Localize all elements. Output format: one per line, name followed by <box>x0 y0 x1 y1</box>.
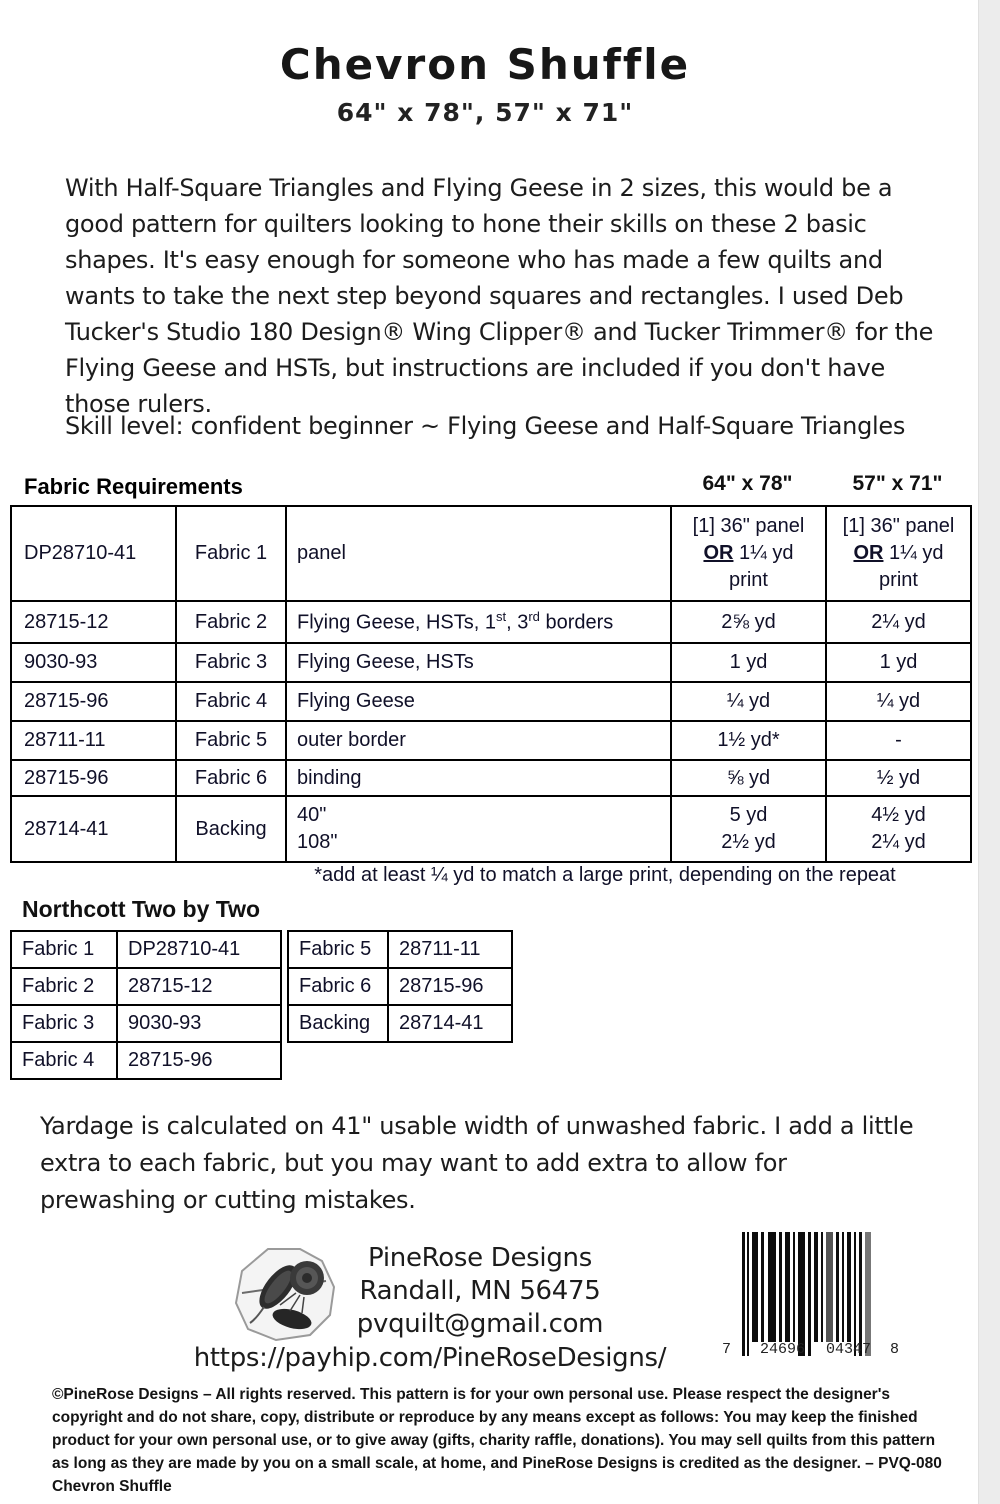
page-title: Chevron Shuffle <box>279 40 691 89</box>
table-footnote: *add at least ¼ yd to match a large print, depending on the repeat <box>314 864 896 886</box>
contact-block <box>230 1242 730 1341</box>
fabric-number-cell: Fabric 5 <box>176 721 286 760</box>
yardage-64x78-cell: [1] 36" panel OR 1¼ yd print <box>671 506 826 601</box>
table-row <box>11 506 971 601</box>
yardage-57x71-cell: 1 yd <box>826 643 971 682</box>
fabric-use-cell: binding <box>286 760 671 796</box>
fabric-code-cell: 28711-11 <box>388 931 512 968</box>
or-emphasis: OR <box>853 542 884 564</box>
quilt-sizes-subtitle: 64" x 78", 57" x 71" <box>336 98 634 127</box>
table-row <box>11 1042 281 1079</box>
yardage-57x71-cell: - <box>826 721 971 760</box>
fabric-use-cell: 40" 108" <box>286 796 671 862</box>
fabric-code-cell: DP28710-41 <box>11 506 176 601</box>
barcode-digit: 8 <box>890 1341 900 1358</box>
barcode-digit: 24696 <box>760 1341 806 1358</box>
fabric-requirements-heading: Fabric Requirements <box>24 474 243 499</box>
fabric-use-cell: panel <box>286 506 671 601</box>
fabric-code-cell: 28715-96 <box>11 760 176 796</box>
table-row <box>11 796 971 862</box>
fabric-code-cell: 28715-96 <box>388 968 512 1005</box>
fabric-use-cell: Flying Geese, HSTs, 1st, 3rd borders <box>286 601 671 643</box>
yardage-note: Yardage is calculated on 41" usable width of unwashed fabric. I add a little extra to each fabric, but you may want to add extra to allow for prewashing or cutting mistakes. <box>40 1112 914 1214</box>
fabric-label-cell: Fabric 6 <box>288 968 388 1005</box>
northcott-left-table <box>10 930 282 1080</box>
table-row <box>288 1005 512 1042</box>
table-row <box>11 721 971 760</box>
table-row <box>11 601 971 643</box>
northcott-right-table <box>287 930 513 1043</box>
table-row <box>288 931 512 968</box>
fabric-number-cell: Backing <box>176 796 286 862</box>
fabric-code-cell: 28711-11 <box>11 721 176 760</box>
table-row <box>11 1005 281 1042</box>
brand-email: pvquilt@gmail.com <box>356 1309 604 1339</box>
fabric-code-cell: 28715-12 <box>117 968 281 1005</box>
table-row <box>11 760 971 796</box>
yardage-57x71-cell: [1] 36" panel OR 1¼ yd print <box>826 506 971 601</box>
yardage-57x71-cell: 2¼ yd <box>826 601 971 643</box>
barcode-digit: 7 <box>722 1341 732 1358</box>
fabric-code-cell: 28715-96 <box>11 682 176 721</box>
yardage-57x71-cell: 4½ yd 2¼ yd <box>826 796 971 862</box>
table-row <box>11 643 971 682</box>
fabric-code-cell: 28715-12 <box>11 601 176 643</box>
intro-paragraph: With Half-Square Triangles and Flying Geese in 2 sizes, this would be a good pattern for quilters looking to hone their skills on these 2 basic shapes. It's easy enough for someone who has made a few quilts and wants to take the next step beyond squares and rectangles. I used Deb Tucker's Studio 180 Design® Wing Clipper® and Tucker Trimmer® for the Flying Geese and HSTs, but instructions are included if you don't have those rulers. <box>65 174 934 418</box>
fabric-label-cell: Fabric 1 <box>11 931 117 968</box>
brand-location: Randall, MN 56475 <box>359 1276 601 1306</box>
fabric-requirements-table <box>10 505 972 863</box>
table-row <box>11 968 281 1005</box>
barcode-digit: 04347 <box>826 1341 872 1358</box>
yardage-64x78-cell: ⅝ yd <box>671 760 826 796</box>
fabric-label-cell: Fabric 2 <box>11 968 117 1005</box>
brand-url: https://payhip.com/PineRoseDesigns/ <box>193 1343 667 1373</box>
fabric-use-cell: Flying Geese <box>286 682 671 721</box>
fabric-number-cell: Fabric 6 <box>176 760 286 796</box>
fabric-number-cell: Fabric 4 <box>176 682 286 721</box>
fabric-code-cell: DP28710-41 <box>117 931 281 968</box>
table-row <box>11 682 971 721</box>
fabric-code-cell: 9030-93 <box>117 1005 281 1042</box>
fabric-code-cell: 28714-41 <box>388 1005 512 1042</box>
fabric-number-cell: Fabric 3 <box>176 643 286 682</box>
yardage-64x78-cell: 1 yd <box>671 643 826 682</box>
fabric-code-cell: 28714-41 <box>11 796 176 862</box>
yardage-57x71-cell: ¼ yd <box>826 682 971 721</box>
fabric-code-cell: 9030-93 <box>11 643 176 682</box>
yardage-64x78-cell: 2⅝ yd <box>671 601 826 643</box>
northcott-heading: Northcott Two by Two <box>22 896 261 922</box>
table-row <box>288 968 512 1005</box>
size-column-header-64x78: 64" x 78" <box>702 472 793 495</box>
fabric-label-cell: Fabric 3 <box>11 1005 117 1042</box>
yardage-57x71-cell: ½ yd <box>826 760 971 796</box>
fabric-number-cell: Fabric 2 <box>176 601 286 643</box>
yardage-64x78-cell: 5 yd 2½ yd <box>671 796 826 862</box>
fabric-label-cell: Fabric 4 <box>11 1042 117 1079</box>
copyright-text: ©PineRose Designs – All rights reserved. This pattern is for your own personal use. Please respect the designer's copyright and do not share, copy, distribute or reproduce by any means except as follows: You may keep the finished product for your own personal use, or to give away (gifts, charity raffle, donations). You may sell quilts from this pattern as long as they are made by you on a small scale, at home, and PineRose Designs is credited as the designer. – PVQ-080 Chevron Shuffle <box>52 1386 942 1495</box>
skill-level-line: Skill level: confident beginner ~ Flying Geese and Half-Square Triangles <box>65 412 906 440</box>
scan-edge <box>978 0 1000 1504</box>
fabric-use-cell: Flying Geese, HSTs <box>286 643 671 682</box>
fabric-use-cell: outer border <box>286 721 671 760</box>
table-row <box>11 931 281 968</box>
yardage-64x78-cell: 1½ yd* <box>671 721 826 760</box>
yardage-64x78-cell: ¼ yd <box>671 682 826 721</box>
size-column-header-57x71: 57" x 71" <box>852 472 943 495</box>
brand-name: PineRose Designs <box>368 1243 592 1273</box>
fabric-number-cell: Fabric 1 <box>176 506 286 601</box>
fabric-code-cell: 28715-96 <box>117 1042 281 1079</box>
fabric-label-cell: Backing <box>288 1005 388 1042</box>
fabric-label-cell: Fabric 5 <box>288 931 388 968</box>
or-emphasis: OR <box>703 542 734 564</box>
